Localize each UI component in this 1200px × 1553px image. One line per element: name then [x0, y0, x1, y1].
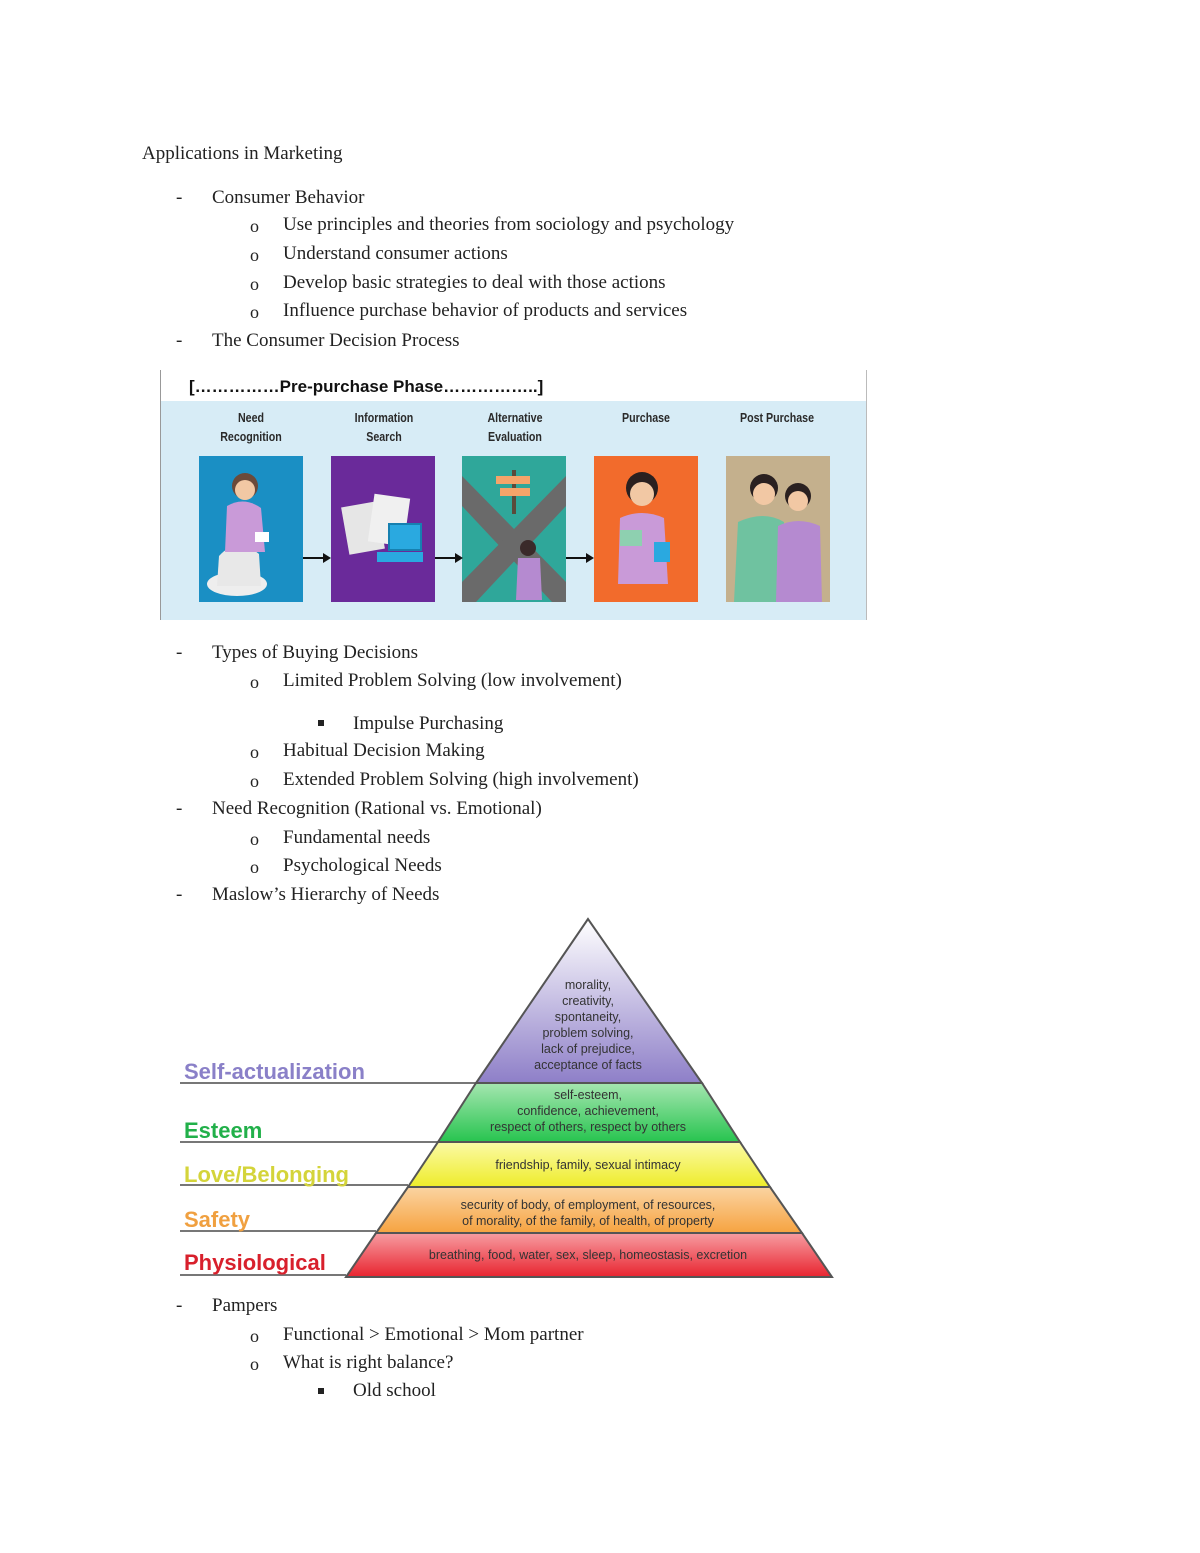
pampers-label: Pampers — [212, 1295, 278, 1316]
maslow-label: Maslow’s Hierarchy of Needs — [212, 884, 440, 905]
circle-bullet: o — [250, 829, 259, 849]
maslow-level-description: confidence, achievement, — [517, 1104, 659, 1118]
maslow-level-description: morality, — [564, 978, 612, 992]
alternative-evaluation-illustration — [462, 456, 566, 602]
maslow-level-name: Love/Belonging — [184, 1162, 349, 1187]
list-item: Fundamental needs — [283, 827, 431, 848]
circle-bullet: o — [250, 302, 259, 322]
maslow-level-name: Self-actualization — [184, 1059, 365, 1084]
list-item: Functional > Emotional > Mom partner — [283, 1324, 584, 1345]
decision-process-label: The Consumer Decision Process — [212, 330, 460, 351]
list-item: Use principles and theories from sociology and psychology — [283, 214, 735, 235]
maslow-level-name: Physiological — [184, 1250, 326, 1275]
list-item: Psychological Needs — [283, 855, 442, 876]
arrow-right-icon — [566, 550, 594, 566]
circle-bullet: o — [250, 857, 259, 877]
list-item: Limited Problem Solving (low involvement) — [283, 670, 622, 691]
maslow-level-description: problem solving, — [542, 1026, 634, 1040]
arrow-right-icon — [435, 550, 463, 566]
circle-bullet: o — [250, 742, 259, 762]
list-item: Influence purchase behavior of products and services — [283, 300, 688, 321]
post-purchase-illustration — [726, 456, 830, 602]
document-heading: Applications in Marketing — [142, 143, 343, 164]
consumer-behavior-label: Consumer Behavior — [212, 187, 365, 208]
maslow-level-description: self-esteem, — [553, 1088, 623, 1102]
maslow-level-description: breathing, food, water, sex, sleep, homeostasis, excretion — [428, 1248, 748, 1262]
square-bullet — [318, 720, 324, 726]
maslow-level-description: creativity, — [562, 994, 614, 1008]
buying-decisions-label: Types of Buying Decisions — [212, 642, 419, 663]
circle-bullet: o — [250, 1326, 259, 1346]
stage-label: Need Recognition — [220, 410, 282, 444]
maslow-pyramid-diagram — [180, 915, 840, 1285]
list-item: Develop basic strategies to deal with those actions — [283, 272, 666, 293]
maslow-level-description: respect of others, respect by others — [490, 1120, 686, 1134]
need-recognition-illustration — [199, 456, 303, 602]
maslow-level-name: Esteem — [184, 1118, 263, 1143]
maslow-level-description: friendship, family, sexual intimacy — [495, 1158, 681, 1172]
dash-bullet: - — [176, 642, 183, 663]
dash-bullet: - — [176, 187, 183, 208]
dash-bullet: - — [176, 1295, 183, 1316]
information-search-illustration — [331, 456, 435, 602]
decision-process-diagram — [160, 370, 867, 620]
dash-bullet: - — [176, 330, 183, 351]
list-item: Extended Problem Solving (high involvement) — [283, 769, 639, 790]
list-item: What is right balance? — [283, 1352, 454, 1373]
list-item: Old school — [353, 1380, 436, 1401]
circle-bullet: o — [250, 771, 259, 791]
stage-label: Purchase — [621, 410, 670, 425]
list-item: Habitual Decision Making — [283, 740, 485, 761]
list-item: Impulse Purchasing — [353, 713, 504, 734]
maslow-level-name: Safety — [184, 1207, 251, 1232]
circle-bullet: o — [250, 672, 259, 692]
maslow-level-description: spontaneity, — [554, 1010, 622, 1024]
maslow-level-description: lack of prejudice, — [541, 1042, 635, 1056]
maslow-descriptions — [180, 915, 840, 1285]
circle-bullet: o — [250, 274, 259, 294]
dash-bullet: - — [176, 884, 183, 905]
circle-bullet: o — [250, 1354, 259, 1374]
circle-bullet: o — [250, 216, 259, 236]
stage-label: Alternative Evaluation — [487, 410, 543, 444]
stage-label: Post Purchase — [739, 410, 815, 425]
dash-bullet: - — [176, 798, 183, 819]
list-item: Understand consumer actions — [283, 243, 508, 264]
need-recognition-label: Need Recognition (Rational vs. Emotional) — [212, 798, 542, 819]
maslow-level-description: security of body, of employment, of resources, — [460, 1198, 716, 1212]
pre-purchase-phase-label: [……………Pre-purchase Phase……………..] — [189, 377, 544, 396]
circle-bullet: o — [250, 245, 259, 265]
maslow-level-description: acceptance of facts — [534, 1058, 642, 1072]
square-bullet — [318, 1388, 324, 1394]
purchase-illustration — [594, 456, 698, 602]
stage-label: Information Search — [354, 410, 414, 444]
arrow-right-icon — [303, 550, 331, 566]
maslow-level-description: of morality, of the family, of health, of property — [462, 1214, 714, 1228]
